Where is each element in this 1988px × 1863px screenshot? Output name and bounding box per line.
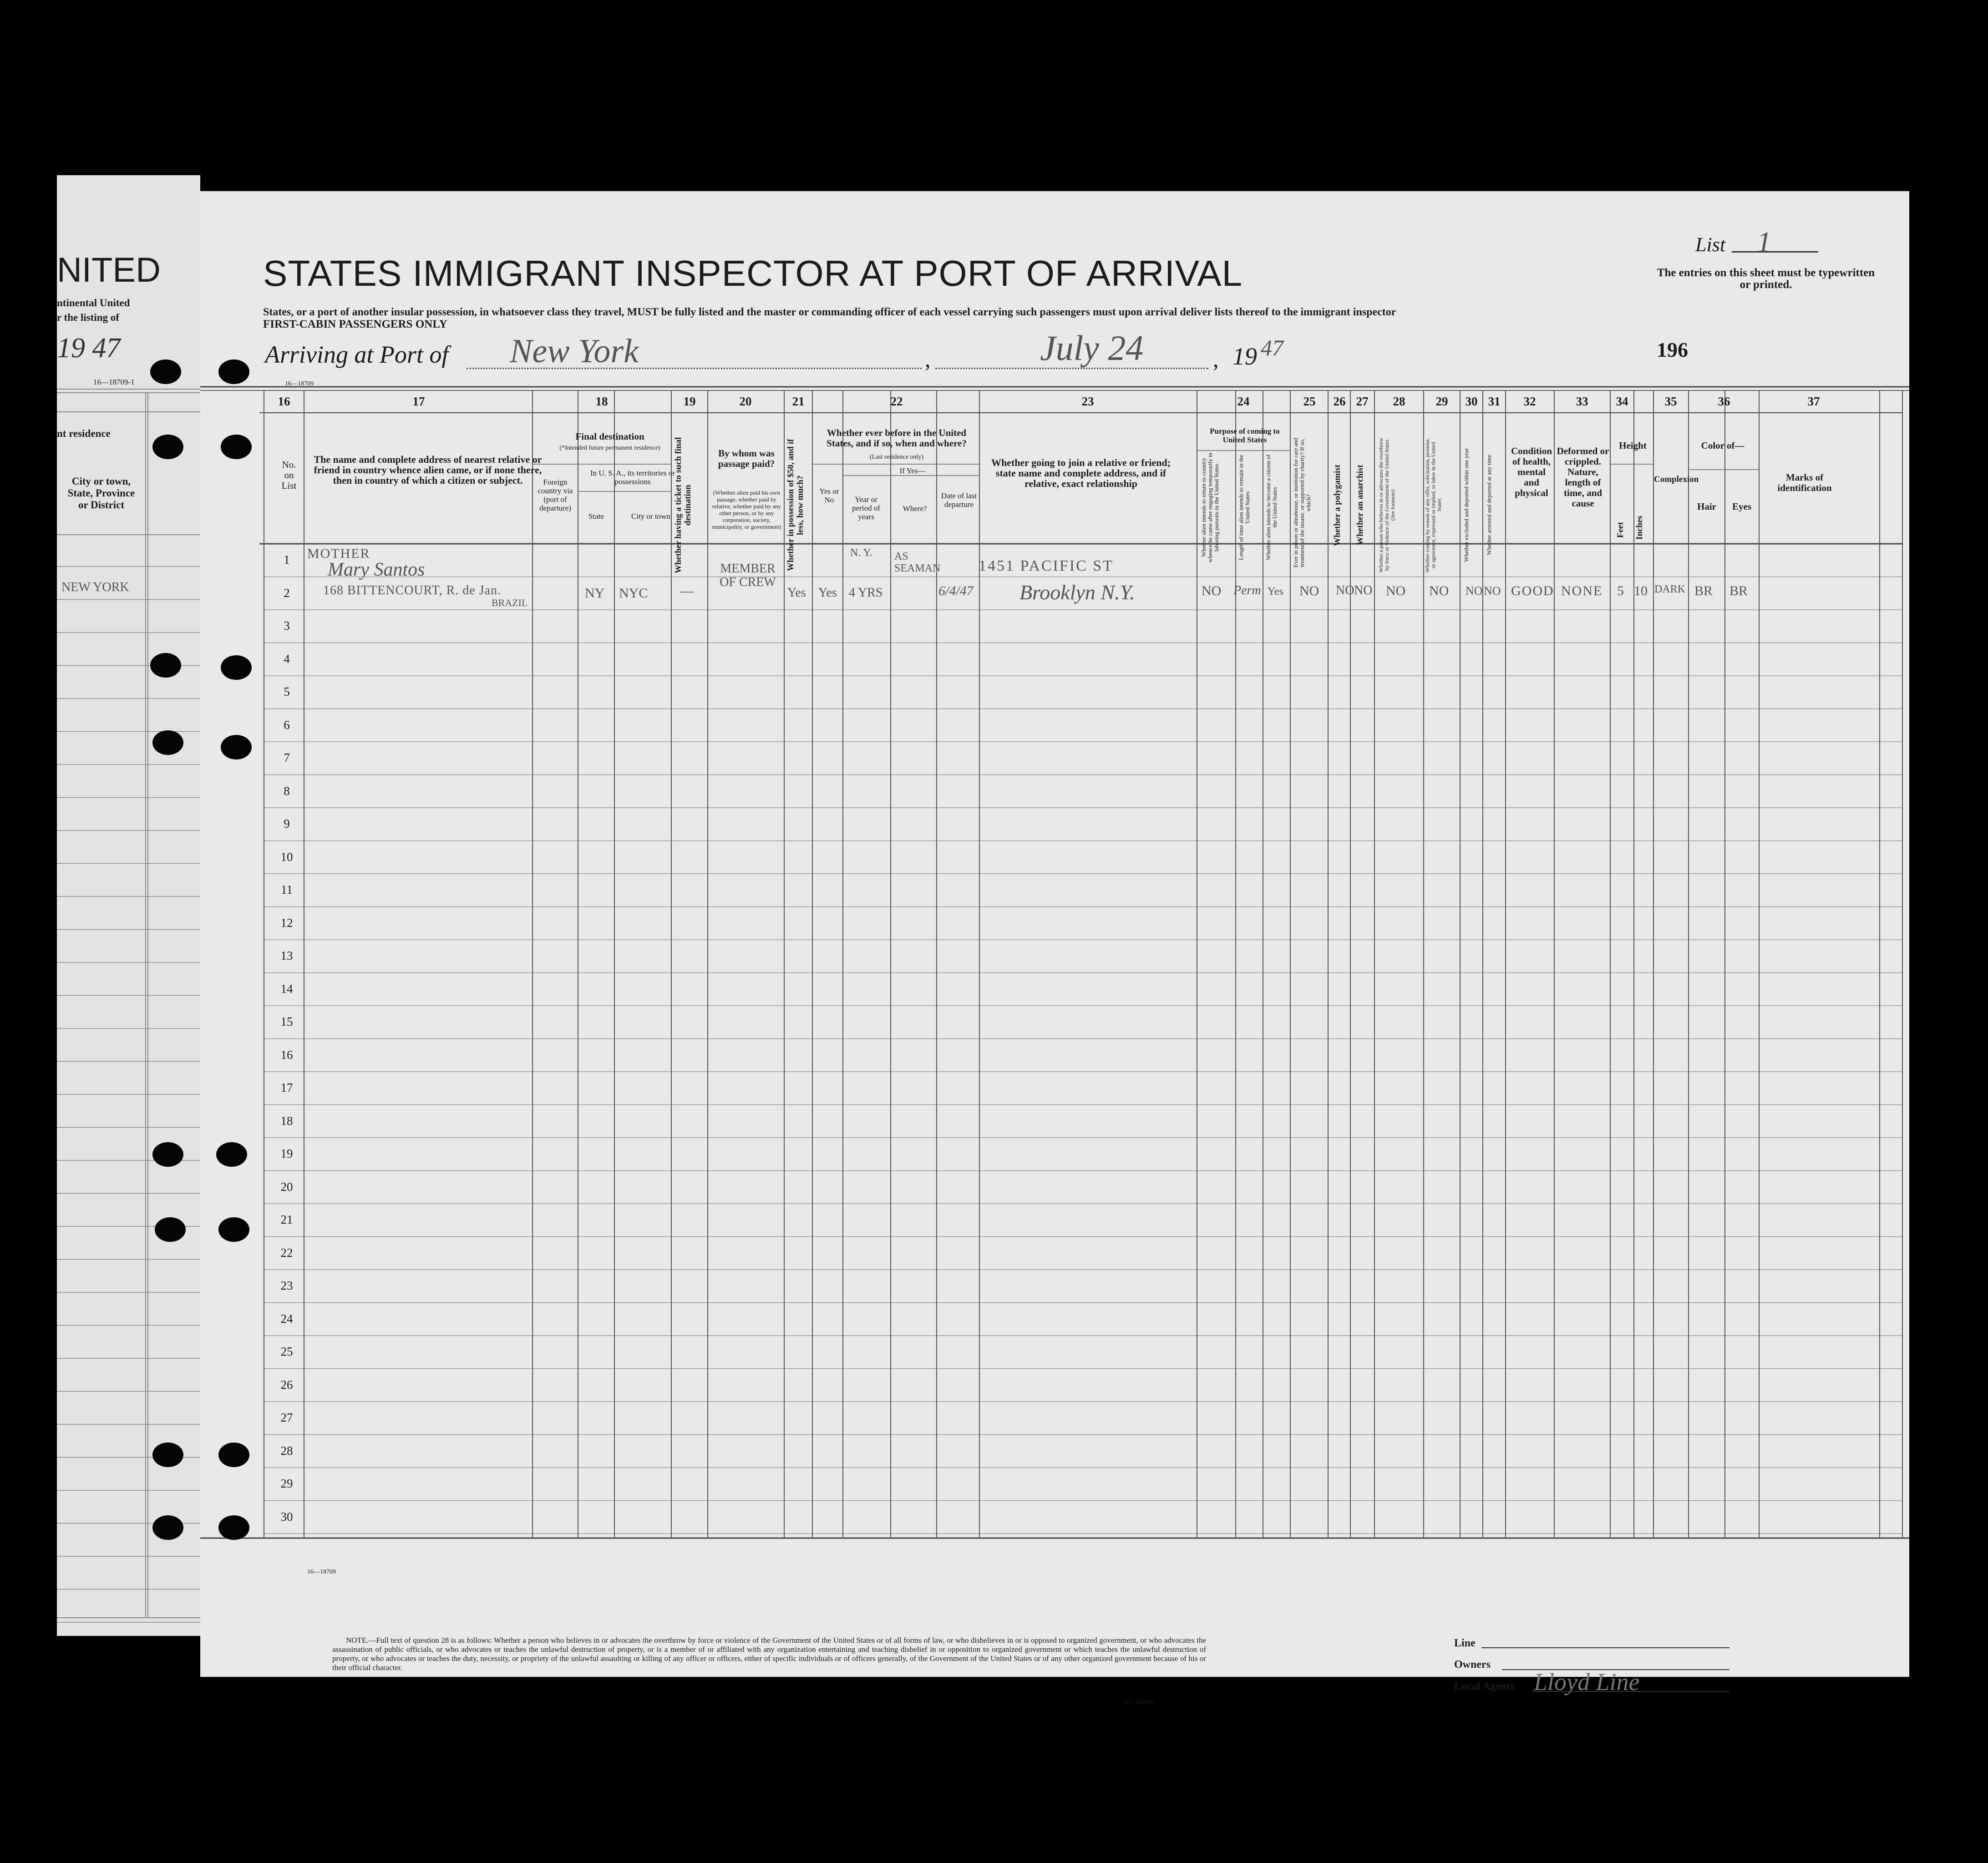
entry-ticket: — <box>680 583 694 598</box>
column-number: 23 <box>1081 395 1094 408</box>
col16-header: No. on List <box>281 459 297 491</box>
binder-hole <box>150 359 181 384</box>
left-fragment-year: 19 47 <box>57 333 121 364</box>
col18-foreign: Foreign country via (port of departure) <box>538 478 573 512</box>
entry-purpose-length: Perm <box>1233 583 1261 597</box>
row-number: 12 <box>280 916 293 930</box>
owners-label: Owners <box>1454 1659 1491 1671</box>
col30-header: Whether excluded and deported within one year <box>1463 448 1470 562</box>
entry-joining-city: Brooklyn N.Y. <box>1019 581 1135 604</box>
page-title: STATES IMMIGRANT INSPECTOR AT PORT OF ARRIVAL <box>263 253 1243 294</box>
col18-sub: (*Intended future permanent residence) <box>559 445 660 451</box>
entry-eyes: BR <box>1729 583 1748 598</box>
list-label: List <box>1695 233 1726 256</box>
form-number-top: 16—18709 <box>285 380 314 387</box>
row-number: 22 <box>280 1245 293 1260</box>
col17-header: The name and complete address of nearest relative or friend in country whence alien came, or if none there, then in country of which a citizen or subject. <box>314 454 542 486</box>
col18-usa: In U. S. A., its territories or possessions <box>590 469 675 486</box>
row-number: 29 <box>280 1477 293 1491</box>
binder-hole <box>218 1443 249 1467</box>
col26-header: Whether a polygamist <box>1333 464 1342 546</box>
col29-header: Whether coming by reason of any offer, solicitation, promise, or agreement, expressed or implied, to labor in the United States <box>1424 438 1442 572</box>
entry-excluded: NO <box>1466 584 1483 597</box>
instruction-text: States, or a port of another insular possession, in whatsoever class they travel, MUST be fully listed and the master or commanding officer of each vessel carrying such passengers must upon arrival deliver lists thereof to the immigrant inspector <box>263 306 1396 318</box>
binder-hole <box>218 1217 249 1242</box>
entry-ever-before: Yes <box>818 586 837 600</box>
entry-polygamist: NO <box>1336 583 1354 597</box>
col21-header: Whether in possession of $50, and if less, how much? <box>786 439 805 572</box>
form-number-bottom: 16—18709 <box>307 1569 336 1575</box>
column-number: 16 <box>278 395 290 408</box>
column-number: 25 <box>1303 395 1316 408</box>
col36-eyes: Eyes <box>1732 501 1751 512</box>
entry-complexion: DARK <box>1654 583 1686 595</box>
col20-header: By whom was passage paid? <box>718 448 775 469</box>
binder-hole <box>221 435 252 459</box>
binder-hole <box>152 1142 183 1167</box>
col24b-header: Length of time alien intends to remain in the United States <box>1237 455 1251 560</box>
column-number: 18 <box>595 395 608 408</box>
line-label: Line <box>1454 1637 1476 1649</box>
local-agents-signature: Lloyd Line <box>1534 1668 1640 1696</box>
row-number: 13 <box>280 949 293 963</box>
column-number: 37 <box>1807 395 1820 408</box>
manifest-grid <box>200 191 1909 1677</box>
left-city-header: City or town, State, Province or District <box>67 476 135 511</box>
entry-deformed: NONE <box>1561 583 1603 598</box>
entry-inches: 10 <box>1634 583 1648 598</box>
row-number: 10 <box>280 850 293 864</box>
left-page-fragment <box>57 175 200 1636</box>
left-fragment-line1: ntinental United <box>57 297 130 309</box>
col20-sub: (Whether alien paid his own passage, whether paid by relative, whether paid by any other person, or by any corporation, society, municipality, or government) <box>712 489 781 530</box>
row-number: 5 <box>284 685 290 699</box>
entry-address: 168 BITTENCOURT, R. de Jan. <box>323 583 502 597</box>
entry-money: Yes <box>787 586 806 600</box>
row-number: 8 <box>284 784 290 798</box>
row-number: 1 <box>284 553 290 567</box>
binder-hole <box>221 655 252 680</box>
left-row1-value: NEW YORK <box>61 580 129 594</box>
arriving-label: Arriving at Port of <box>265 341 449 368</box>
binder-hole <box>152 435 183 459</box>
line-underline <box>1481 1647 1729 1648</box>
manifest-sheet <box>200 191 1909 1705</box>
row-number: 3 <box>284 619 290 633</box>
entry-country: BRAZIL <box>492 597 528 608</box>
col31-header: Whether arrested and deported at any time <box>1486 455 1492 556</box>
left-fragment-title: NITED <box>57 251 161 289</box>
binder-hole <box>152 1443 183 1467</box>
entry-period-place: N. Y. <box>850 547 872 559</box>
column-number: 36 <box>1718 395 1730 408</box>
left-fragment-form-no: 16—18709-1 <box>93 378 135 386</box>
list-value: 1 <box>1757 226 1771 258</box>
row-number: 23 <box>280 1279 293 1293</box>
row-number: 26 <box>280 1377 293 1392</box>
col22-ifyes: If Yes— <box>899 466 926 475</box>
left-residence-header: nt residence <box>57 428 111 439</box>
binder-hole <box>155 1217 186 1242</box>
col36-header: Color of— <box>1701 440 1745 451</box>
entry-purpose-return: NO <box>1202 583 1222 598</box>
row-number: 9 <box>284 817 290 831</box>
col22-date: Date of last departure <box>941 491 977 509</box>
col19-header: Whether having a ticket to such final destination <box>674 437 693 573</box>
entry-relationship: MOTHER <box>307 546 370 561</box>
sheet-number: 196 <box>1657 338 1688 361</box>
column-number: 35 <box>1664 395 1677 408</box>
entry-purpose-citizen: Yes <box>1268 586 1283 597</box>
col22-where: Where? <box>903 504 927 513</box>
entry-city: NYC <box>619 586 648 601</box>
entry-state: NY <box>585 586 605 601</box>
binder-hole <box>150 653 181 678</box>
col24c-header: Whether alien intends to become a citizen of the United States <box>1265 454 1278 561</box>
entry-arrested: NO <box>1484 584 1501 597</box>
row-number: 15 <box>280 1015 293 1029</box>
col33-header: Deformed or crippled. Nature, length of time, and cause <box>1557 446 1609 509</box>
entry-hair: BR <box>1694 583 1713 598</box>
column-number: 27 <box>1356 395 1369 408</box>
row-number: 20 <box>280 1180 293 1194</box>
row-number: 19 <box>280 1147 293 1161</box>
row-number: 25 <box>280 1345 293 1359</box>
row-number: 4 <box>284 652 290 666</box>
col22-sub: (Last residence only) <box>869 454 924 461</box>
date-value: July 24 <box>1040 328 1144 368</box>
column-number: 29 <box>1435 395 1448 408</box>
entry-period: 4 YRS <box>849 586 883 600</box>
year-value: 47 <box>1261 335 1283 360</box>
row-number: 14 <box>280 982 293 996</box>
col34-inches: Inches <box>1635 516 1644 540</box>
row-number: 24 <box>280 1311 293 1326</box>
port-value: New York <box>510 333 639 370</box>
row-number: 11 <box>281 883 293 897</box>
row-number: 6 <box>284 718 290 732</box>
entry-date-departure: 6/4/47 <box>938 583 974 598</box>
entry-name: Mary Santos <box>328 559 425 580</box>
left-page-lines <box>57 175 200 1636</box>
col34-feet: Feet <box>1616 522 1625 538</box>
column-number: 30 <box>1465 395 1478 408</box>
row-number: 16 <box>280 1048 293 1062</box>
row-number: 28 <box>280 1443 293 1458</box>
left-fragment-line2: r the listing of <box>57 312 119 323</box>
col36-hair: Hair <box>1697 501 1716 512</box>
entry-labor-offer: NO <box>1429 583 1449 598</box>
entry-joining-address: 1451 PACIFIC ST <box>979 557 1114 574</box>
column-number: 22 <box>890 395 903 408</box>
row-number: 18 <box>280 1114 293 1128</box>
row-number: 27 <box>280 1411 293 1425</box>
col25-header: Ever in prison or almshouse, or institution for care and treatment of the insane, or supported by charity? If so, which? <box>1292 438 1312 568</box>
col24-header: Purpose of coming to United States <box>1210 427 1280 444</box>
row-number: 30 <box>280 1509 293 1524</box>
binder-hole <box>216 1142 247 1167</box>
col23-header: Whether going to join a relative or friend; state name and complete address, and if relative, exact relationship <box>991 457 1171 489</box>
col22-header: Whether ever before in the United States, and if so, when and where? <box>827 427 967 449</box>
entry-advocate: NO <box>1386 583 1406 598</box>
footnote-question-28: NOTE.—Full text of question 28 is as follows: Whether a person who believes in or advocates the overthrow by force or violence of the Government of the United States or of all forms of law, or who disbelieves in or is opposed to organized government, or who advocates the assassination of public officials, or who advocates or teaches the unlawful destruction of property, or is a member of or affiliated with any organization entertaining and teaching disbelief in or opposition to organized government or which teaches the unlawful destruction of property, or who advocates or teaches the duty, necessity, or propriety of the unlawful assaulting or killing of any officer or officers, either of specific individuals or of officers generally, of the Government of the United States or of any other organized government because of his or their official character. <box>332 1636 1206 1672</box>
col22-period: Year or period of years <box>852 495 880 521</box>
col37-header: Marks of identification <box>1777 472 1832 493</box>
entry-health: GOOD <box>1511 583 1554 598</box>
year-prefix: 19 <box>1232 343 1257 370</box>
column-number: 31 <box>1488 395 1501 408</box>
col34-header: Height <box>1619 440 1647 451</box>
col18-header: Final destination <box>575 431 644 442</box>
col27-header: Whether an anarchist <box>1355 465 1365 546</box>
col18-state: State <box>588 512 604 521</box>
binder-hole <box>152 730 183 755</box>
binder-hole <box>221 735 252 759</box>
footer-form-number: 16—18709b <box>1124 1698 1154 1705</box>
comma-1: , <box>925 346 931 372</box>
column-number: 20 <box>739 395 752 408</box>
column-number: 21 <box>792 395 805 408</box>
col32-header: Condition of health, mental and physical <box>1511 446 1552 498</box>
binder-hole <box>218 359 249 384</box>
col28-header: Whether a person who believes in or advocates the overthrow by force or violence of the Government of the United States (See footnote) <box>1378 437 1396 573</box>
entry-feet: 5 <box>1617 583 1624 598</box>
column-number: 24 <box>1237 395 1250 408</box>
column-number: 17 <box>412 395 425 408</box>
row-number: 2 <box>284 586 290 600</box>
col18-city: City or town <box>631 512 670 521</box>
binder-hole <box>218 1515 249 1540</box>
column-number: 28 <box>1393 395 1405 408</box>
typewritten-note: The entries on this sheet must be typewritten or printed. <box>1657 267 1875 291</box>
entry-passage: MEMBER OF CREW <box>720 562 776 589</box>
first-cabin-label: FIRST-CABIN PASSENGERS ONLY <box>263 318 447 330</box>
entry-prison: NO <box>1299 583 1319 598</box>
row-number: 17 <box>280 1081 293 1095</box>
col24a-header: Whether alien intends to return to country whence he came after engaging temporarily in laboring pursuits in the United States <box>1200 452 1220 562</box>
row-number: 7 <box>284 751 290 765</box>
row-number: 21 <box>280 1213 293 1227</box>
entry-anarchist: NO <box>1354 583 1373 597</box>
col35-header: Complexion <box>1654 475 1699 484</box>
column-number: 19 <box>683 395 696 408</box>
list-underline <box>1732 251 1818 253</box>
local-agents-label: Local Agents <box>1454 1681 1515 1692</box>
entry-where: AS SEAMAN <box>894 551 941 574</box>
column-number: 34 <box>1616 395 1628 408</box>
column-number: 33 <box>1576 395 1588 408</box>
comma-2: , <box>1213 346 1219 372</box>
col22-yesno: Yes or No <box>819 487 839 504</box>
binder-hole <box>152 1515 183 1540</box>
column-number: 32 <box>1523 395 1536 408</box>
column-number: 26 <box>1333 395 1346 408</box>
